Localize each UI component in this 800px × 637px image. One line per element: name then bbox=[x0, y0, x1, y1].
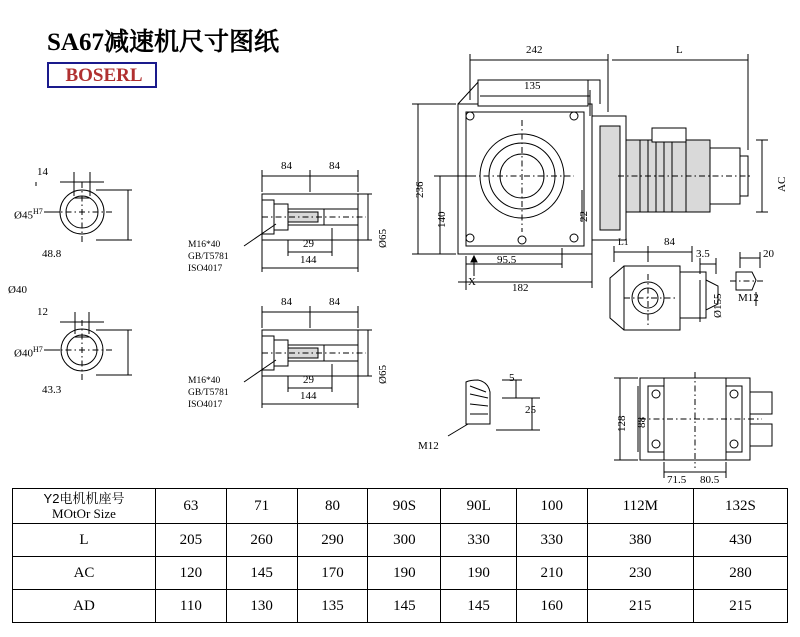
thread-std1-bottom: GB/T5781 bbox=[188, 388, 229, 398]
row-label-AC: AC bbox=[13, 557, 156, 590]
dim-bore-note: Ø40 bbox=[8, 284, 27, 296]
dim-22: 22 bbox=[578, 211, 590, 222]
col-header-5: 100 bbox=[516, 489, 587, 524]
row-label-L: L bbox=[13, 524, 156, 557]
main-gearbox-view bbox=[412, 54, 768, 290]
brand-label: BOSERL bbox=[65, 65, 143, 86]
cell-L-3: 300 bbox=[368, 524, 441, 557]
cell-AC-6: 230 bbox=[587, 557, 693, 590]
table-header-line2: MOtOr Size bbox=[52, 506, 116, 521]
cell-AC-3: 190 bbox=[368, 557, 441, 590]
table-row bbox=[13, 557, 788, 590]
dim-155: Ø155 bbox=[712, 293, 724, 318]
thread-spec-top: M16*40 bbox=[188, 240, 221, 250]
cell-L-4: 330 bbox=[441, 524, 516, 557]
cell-AD-2: 135 bbox=[297, 590, 368, 623]
dim-5: 5 bbox=[509, 372, 515, 384]
col-header-0: 63 bbox=[156, 489, 227, 524]
row-label-AD: AD bbox=[13, 590, 156, 623]
dim-height-bottom: 43.3 bbox=[42, 384, 62, 396]
cell-AC-0: 120 bbox=[156, 557, 227, 590]
cell-AD-0: 110 bbox=[156, 590, 227, 623]
marker-x: X bbox=[468, 276, 476, 288]
cell-L-1: 260 bbox=[226, 524, 297, 557]
col-header-6: 112M bbox=[587, 489, 693, 524]
dim-L: L bbox=[676, 44, 683, 56]
thread-std1-top: GB/T5781 bbox=[188, 252, 229, 262]
thread-M12-flange: M12 bbox=[738, 292, 759, 304]
dim-20: 20 bbox=[763, 248, 774, 260]
dim-95-5: 95.5 bbox=[497, 254, 517, 266]
col-header-3: 90S bbox=[368, 489, 441, 524]
cell-L-7: 430 bbox=[693, 524, 787, 557]
dim-144-bottom: 144 bbox=[300, 390, 317, 402]
dim-182: 182 bbox=[512, 282, 529, 294]
specification-table bbox=[12, 488, 788, 623]
cell-AC-7: 280 bbox=[693, 557, 787, 590]
page-title: SA67减速机尺寸图纸 bbox=[47, 29, 279, 56]
dim-84b-bottom: 84 bbox=[329, 296, 340, 308]
dim-236: 236 bbox=[414, 181, 426, 198]
dim-144-top: 144 bbox=[300, 254, 317, 266]
dim-key-width-bottom: 12 bbox=[37, 306, 48, 318]
cell-AC-5: 210 bbox=[516, 557, 587, 590]
table-header-line1: Y2电机机座号 bbox=[43, 491, 125, 506]
cell-AC-2: 170 bbox=[297, 557, 368, 590]
thread-spec-bottom: M16*40 bbox=[188, 376, 221, 386]
dim-shaft-dia-bottom: $Ø40^{H7}$ bbox=[14, 345, 43, 360]
dim-shaft-dia-top: $Ø45^{H7}$ bbox=[14, 207, 43, 222]
dim-3-5: 3.5 bbox=[696, 248, 710, 260]
cell-L-5: 330 bbox=[516, 524, 587, 557]
dim-88: 88 bbox=[636, 417, 648, 428]
table-header-row bbox=[13, 489, 788, 524]
cell-AD-1: 130 bbox=[226, 590, 297, 623]
dim-od65-bottom: Ø65 bbox=[377, 365, 389, 384]
dim-84a-bottom: 84 bbox=[281, 296, 292, 308]
dim-AC: AC bbox=[776, 176, 788, 192]
col-header-7: 132S bbox=[693, 489, 787, 524]
shaft-end-view-bottom bbox=[44, 312, 132, 380]
cell-AD-3: 145 bbox=[368, 590, 441, 623]
dim-84-flange: 84 bbox=[664, 236, 675, 248]
cell-AD-7: 215 bbox=[693, 590, 787, 623]
dim-L1: L1 bbox=[618, 238, 629, 248]
dim-84a-top: 84 bbox=[281, 160, 292, 172]
dim-od65-top: Ø65 bbox=[377, 229, 389, 248]
cell-AC-4: 190 bbox=[441, 557, 516, 590]
dim-height-top: 48.8 bbox=[42, 248, 62, 260]
dim-140: 140 bbox=[436, 211, 448, 228]
label-M12-key: M12 bbox=[418, 440, 439, 452]
cell-L-6: 380 bbox=[587, 524, 693, 557]
dim-135: 135 bbox=[524, 80, 541, 92]
dim-128: 128 bbox=[616, 415, 628, 432]
table-row bbox=[13, 590, 788, 623]
col-header-4: 90L bbox=[441, 489, 516, 524]
col-header-1: 71 bbox=[226, 489, 297, 524]
cell-AD-6: 215 bbox=[587, 590, 693, 623]
dim-242: 242 bbox=[526, 44, 543, 56]
table-row bbox=[13, 524, 788, 557]
dim-84b-top: 84 bbox=[329, 160, 340, 172]
flange-adapter-view bbox=[610, 246, 766, 330]
thread-std2-bottom: ISO4017 bbox=[188, 400, 223, 410]
dim-71-5: 71.5 bbox=[667, 474, 687, 486]
dim-29-bottom: 29 bbox=[303, 374, 314, 386]
dim-29-top: 29 bbox=[303, 238, 314, 250]
dim-25: 25 bbox=[525, 404, 536, 416]
cell-L-0: 205 bbox=[156, 524, 227, 557]
cell-AD-4: 145 bbox=[441, 590, 516, 623]
thread-std2-top: ISO4017 bbox=[188, 264, 223, 274]
shaft-end-view-top bbox=[36, 172, 132, 242]
col-header-2: 80 bbox=[297, 489, 368, 524]
table-header-label bbox=[13, 489, 156, 524]
cell-AC-1: 145 bbox=[226, 557, 297, 590]
cell-AD-5: 160 bbox=[516, 590, 587, 623]
dim-key-width-top: 14 bbox=[37, 166, 48, 178]
cell-L-2: 290 bbox=[297, 524, 368, 557]
dim-80-5: 80.5 bbox=[700, 474, 720, 486]
